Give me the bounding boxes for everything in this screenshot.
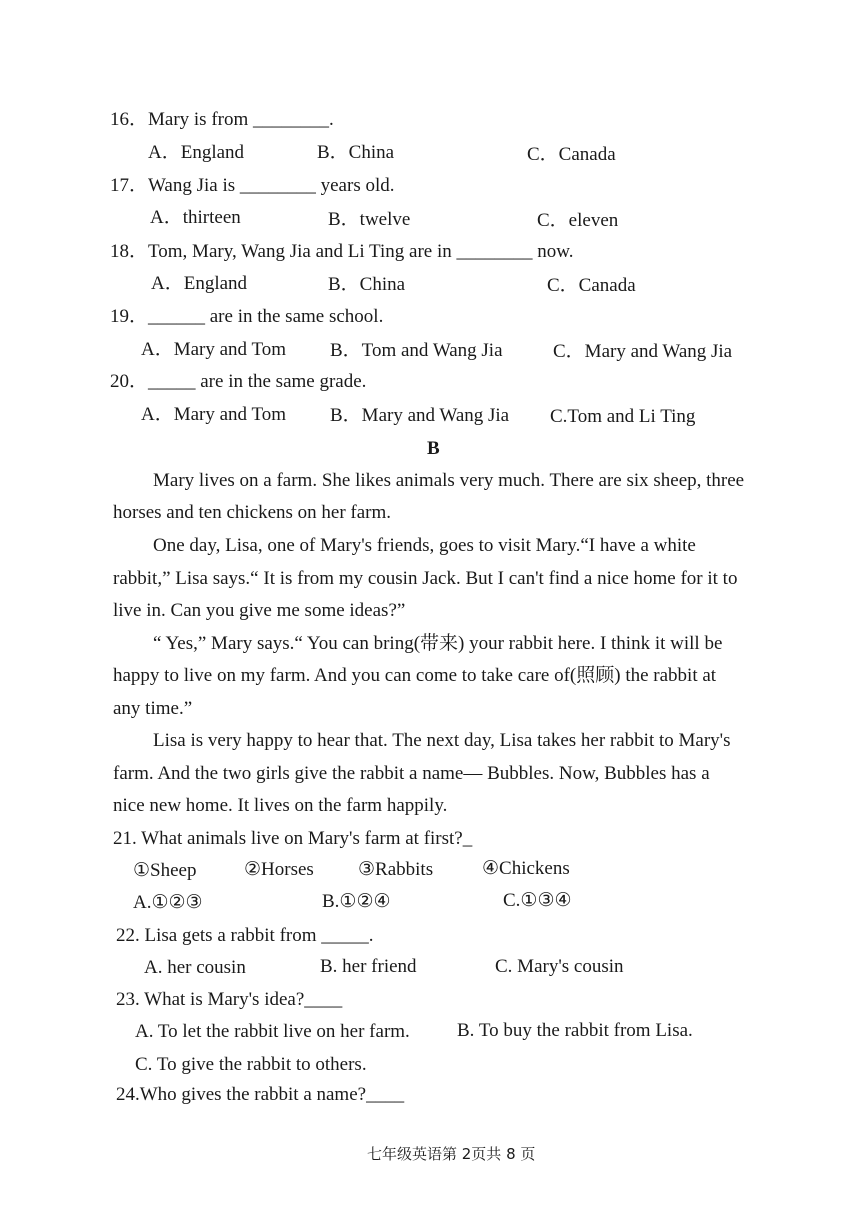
q21-stem: 21. What animals live on Mary's farm at first?_ [113,828,473,849]
q19-stem: 19．______ are in the same school. [110,306,384,327]
q16-option-b: B．China [317,142,395,163]
passage-line: nice new home. It lives on the farm happily. [113,795,448,816]
q22-option-c: C. Mary's cousin [495,956,624,977]
q21-option-b: B.①②④ [322,891,391,912]
q21-item: ③Rabbits [358,859,434,880]
q21-item: ④Chickens [482,858,570,879]
q17-option-a: A．thirteen [150,207,241,228]
q23-option-a: A. To let the rabbit live on her farm. [135,1021,410,1042]
passage-line: Lisa is very happy to hear that. The next day, Lisa takes her rabbit to Mary's [153,730,731,751]
q21-option-a: A.①②③ [133,892,203,913]
passage-line: One day, Lisa, one of Mary's friends, goes to visit Mary.“I have a white [153,535,696,556]
q19-option-b: B．Tom and Wang Jia [330,340,503,361]
passage-line: horses and ten chickens on her farm. [113,502,392,523]
q21-option-c: C.①③④ [503,890,572,911]
passage-line: rabbit,” Lisa says.“ It is from my cousin Jack. But I can't find a nice home for it to [113,568,738,589]
q23-option-b: B. To buy the rabbit from Lisa. [457,1020,693,1041]
q20-stem: 20．_____ are in the same grade. [110,371,367,392]
q17-option-c: C．eleven [537,210,619,231]
q20-option-b: B．Mary and Wang Jia [330,405,510,426]
passage-line: farm. And the two girls give the rabbit a name— Bubbles. Now, Bubbles has a [113,763,710,784]
q18-option-c: C．Canada [547,275,636,296]
passage-line: happy to live on my farm. And you can come to take care of(照顾) the rabbit at [113,665,717,686]
q17-option-b: B．twelve [328,209,411,230]
q17-stem: 17．Wang Jia is ________ years old. [110,175,395,196]
q23-stem: 23. What is Mary's idea?____ [116,989,343,1010]
q20-option-a: A．Mary and Tom [141,404,287,425]
q23-option-c: C. To give the rabbit to others. [135,1054,367,1075]
q18-stem: 18．Tom, Mary, Wang Jia and Li Ting are in ________ now. [110,241,574,262]
q19-option-c: C．Mary and Wang Jia [553,341,733,362]
section-b-title: B [427,438,440,459]
q19-option-a: A．Mary and Tom [141,339,287,360]
q18-option-a: A．England [151,273,248,294]
q22-option-b: B. her friend [320,956,417,977]
q16-option-c: C．Canada [527,144,616,165]
q24-stem: 24.Who gives the rabbit a name?____ [116,1084,405,1105]
passage-line: live in. Can you give me some ideas?” [113,600,406,621]
q21-item: ①Sheep [133,860,197,881]
passage-line: any time.” [113,698,193,719]
passage-line: Mary lives on a farm. She likes animals very much. There are six sheep, three [153,470,745,491]
q16-option-a: A．England [148,142,245,163]
q21-item: ②Horses [244,859,314,880]
q20-option-c: C.Tom and Li Ting [550,406,696,427]
page-footer: 七年级英语第 2页共 8 页 [367,1145,536,1163]
q22-stem: 22. Lisa gets a rabbit from _____. [116,925,374,946]
q22-option-a: A. her cousin [144,957,246,978]
q18-option-b: B．China [328,274,406,295]
passage-line: “ Yes,” Mary says.“ You can bring(带来) your rabbit here. I think it will be [153,633,723,654]
q16-stem: 16．Mary is from ________. [110,109,334,130]
